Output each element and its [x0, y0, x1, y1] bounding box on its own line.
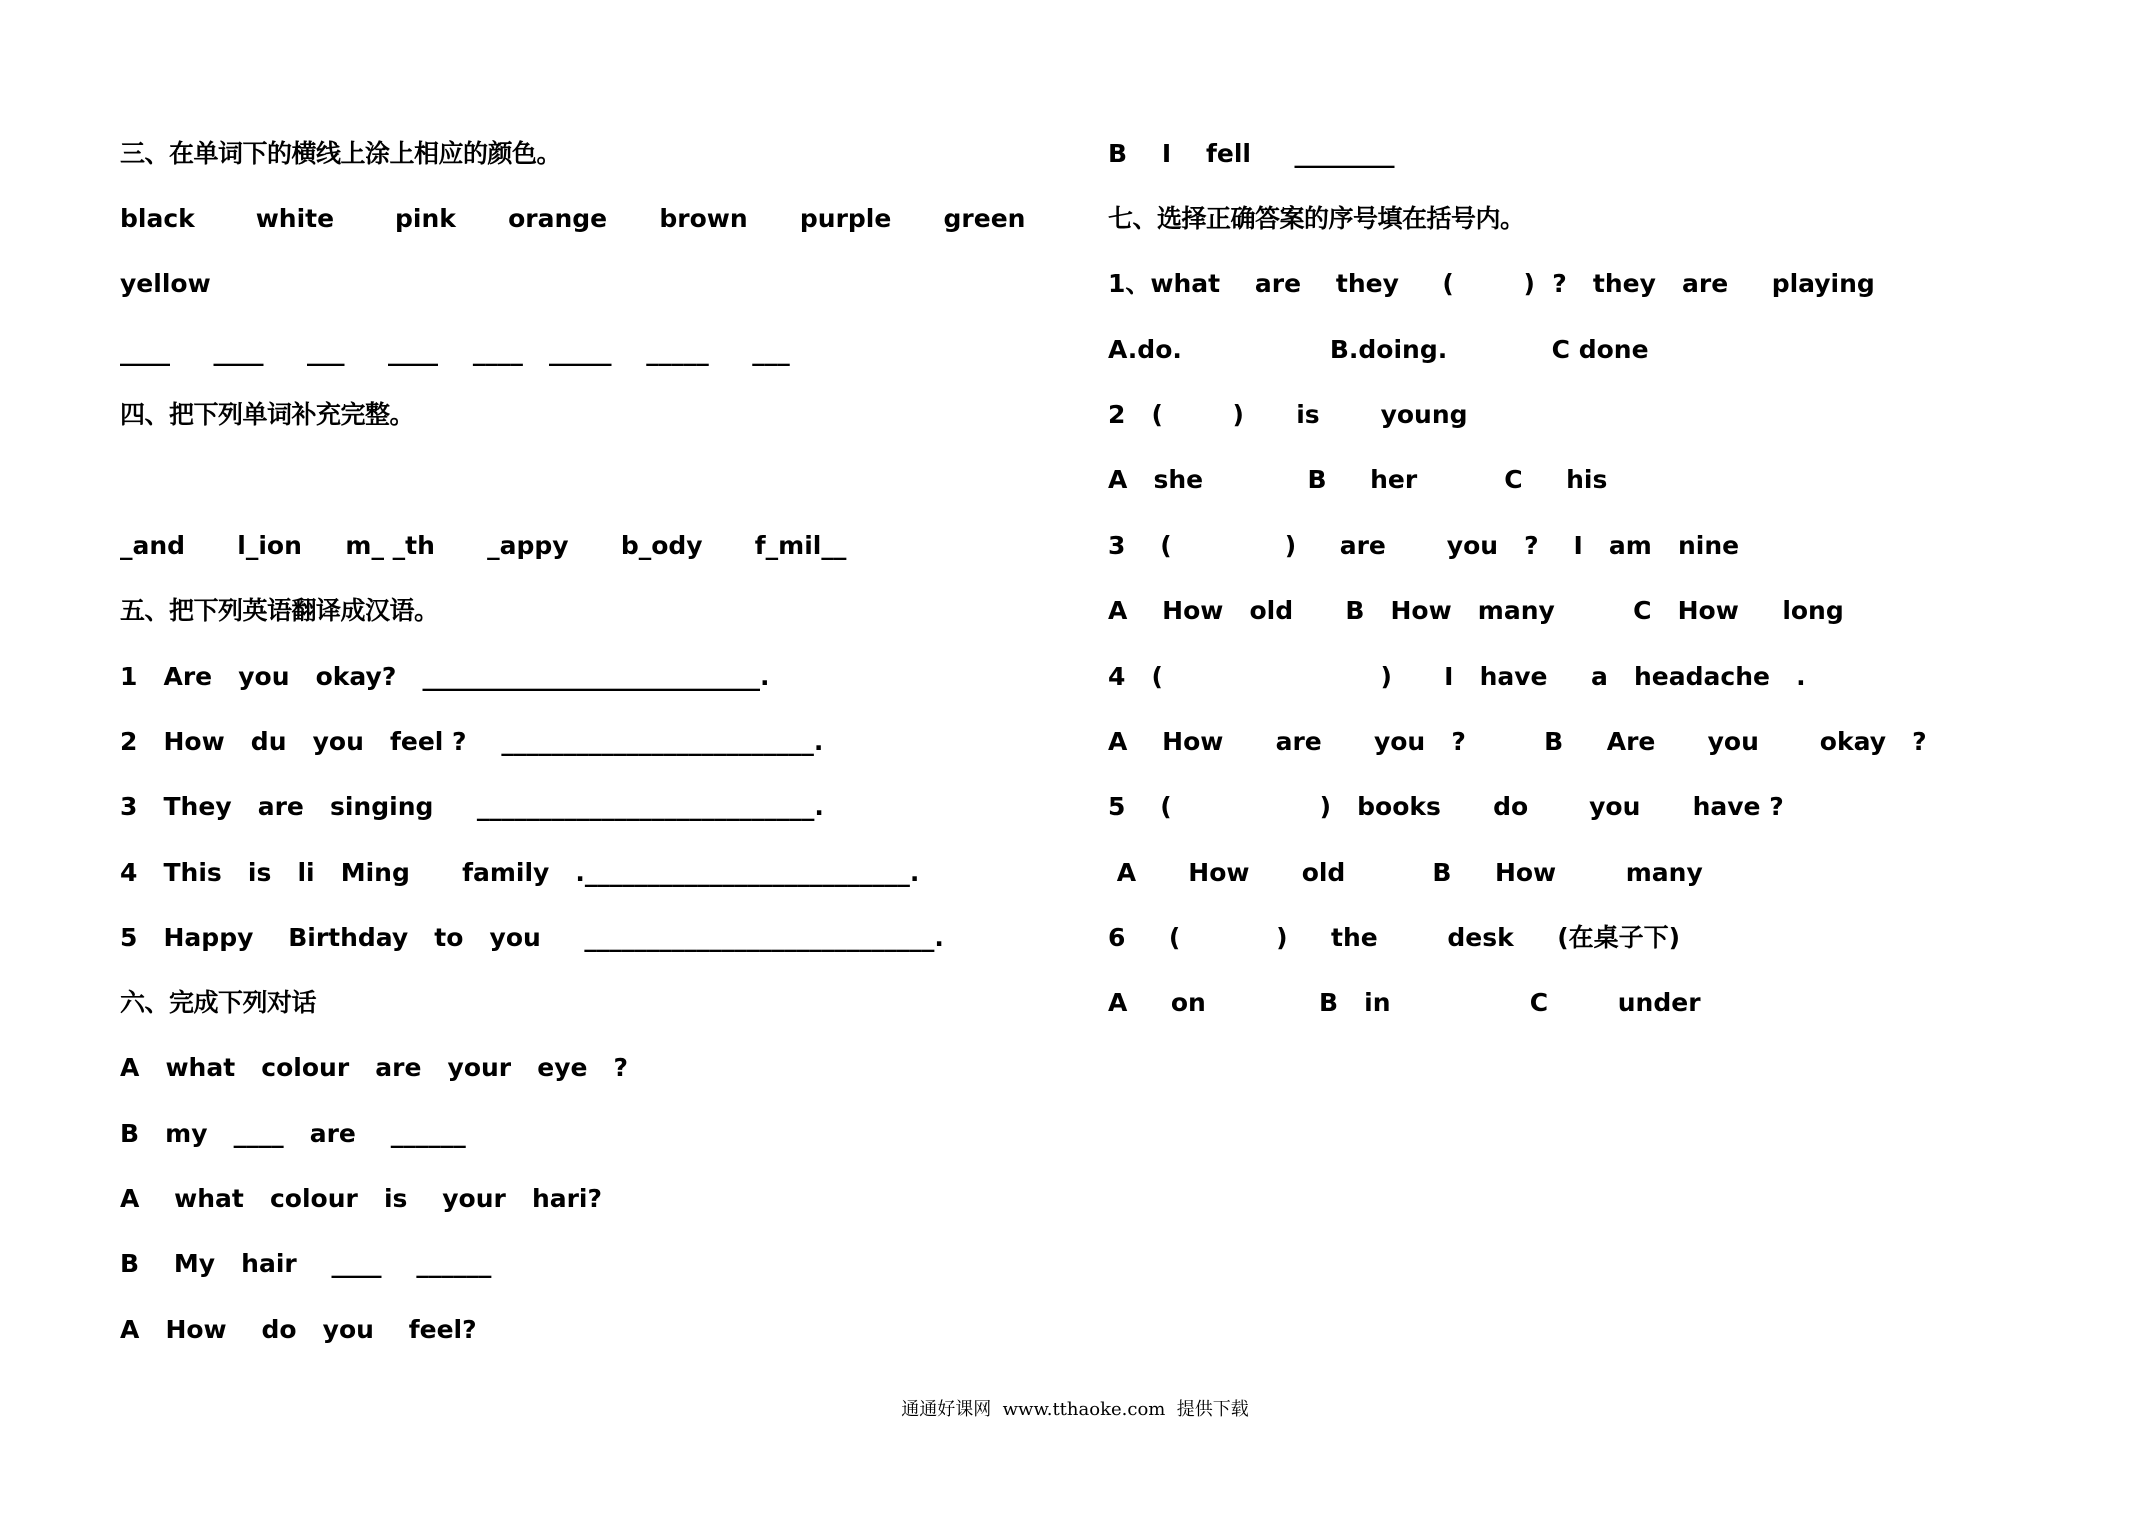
choice-question: 2 ( ) is young — [1108, 400, 1468, 429]
translate-item: 4 This is li Ming family .__________________________. — [120, 858, 920, 887]
section5-heading: 五、把下列英语翻译成汉语。 — [120, 596, 439, 625]
translate-item: 3 They are singing ___________________________. — [120, 792, 824, 821]
translate-item: 2 How du you feel ? _________________________. — [120, 727, 824, 756]
choice-options: A.do. B.doing. C done — [1108, 335, 1649, 364]
section6-heading: 六、完成下列对话 — [120, 988, 317, 1017]
color-blanks-line: ____ ____ ___ ____ ____ _____ _____ ___ — [120, 337, 790, 366]
section7-heading: 七、选择正确答案的序号填在括号内。 — [1108, 204, 1525, 233]
translate-item: 1 Are you okay? ___________________________. — [120, 662, 770, 691]
complete-words-line: _and l_ion m_ _th _appy b_ody f_mil__ — [120, 531, 847, 560]
choice-options: A How are you ? B Are you okay ? — [1108, 727, 1927, 756]
dialogue-continuation: B I fell ________ — [1108, 139, 1395, 168]
choice-question: 1、what are they ( ) ? they are playing — [1108, 269, 1875, 298]
section3-heading: 三、在单词下的横线上涂上相应的颜色。 — [120, 139, 562, 168]
choice-question: 3 ( ) are you ? I am nine — [1108, 531, 1740, 560]
color-words-line: black white pink orange brown purple green — [120, 204, 1026, 233]
choice-options: A How old B How many C How long — [1108, 596, 1844, 625]
dialogue-line: A what colour is your hari? — [120, 1184, 603, 1213]
footer-credit: 通通好课网 www.tthaoke.com 提供下载 — [901, 1399, 1249, 1420]
choice-options: A on B in C under — [1108, 988, 1701, 1017]
translate-item: 5 Happy Birthday to you ____________________________. — [120, 923, 944, 952]
dialogue-line: B My hair ____ ______ — [120, 1249, 492, 1278]
choice-options: A How old B How many — [1108, 858, 1703, 887]
color-word-yellow: yellow — [120, 269, 211, 298]
choice-question: 6 ( ) the desk (在桌子下) — [1108, 923, 1681, 952]
choice-options: A she B her C his — [1108, 465, 1608, 494]
dialogue-line: B my ____ are ______ — [120, 1119, 466, 1148]
dialogue-line: A what colour are your eye ? — [120, 1053, 629, 1082]
choice-question: 4 ( ) I have a headache . — [1108, 662, 1806, 691]
choice-question: 5 ( ) books do you have ? — [1108, 792, 1784, 821]
dialogue-line: A How do you feel? — [120, 1315, 477, 1344]
section4-heading: 四、把下列单词补充完整。 — [120, 400, 415, 429]
